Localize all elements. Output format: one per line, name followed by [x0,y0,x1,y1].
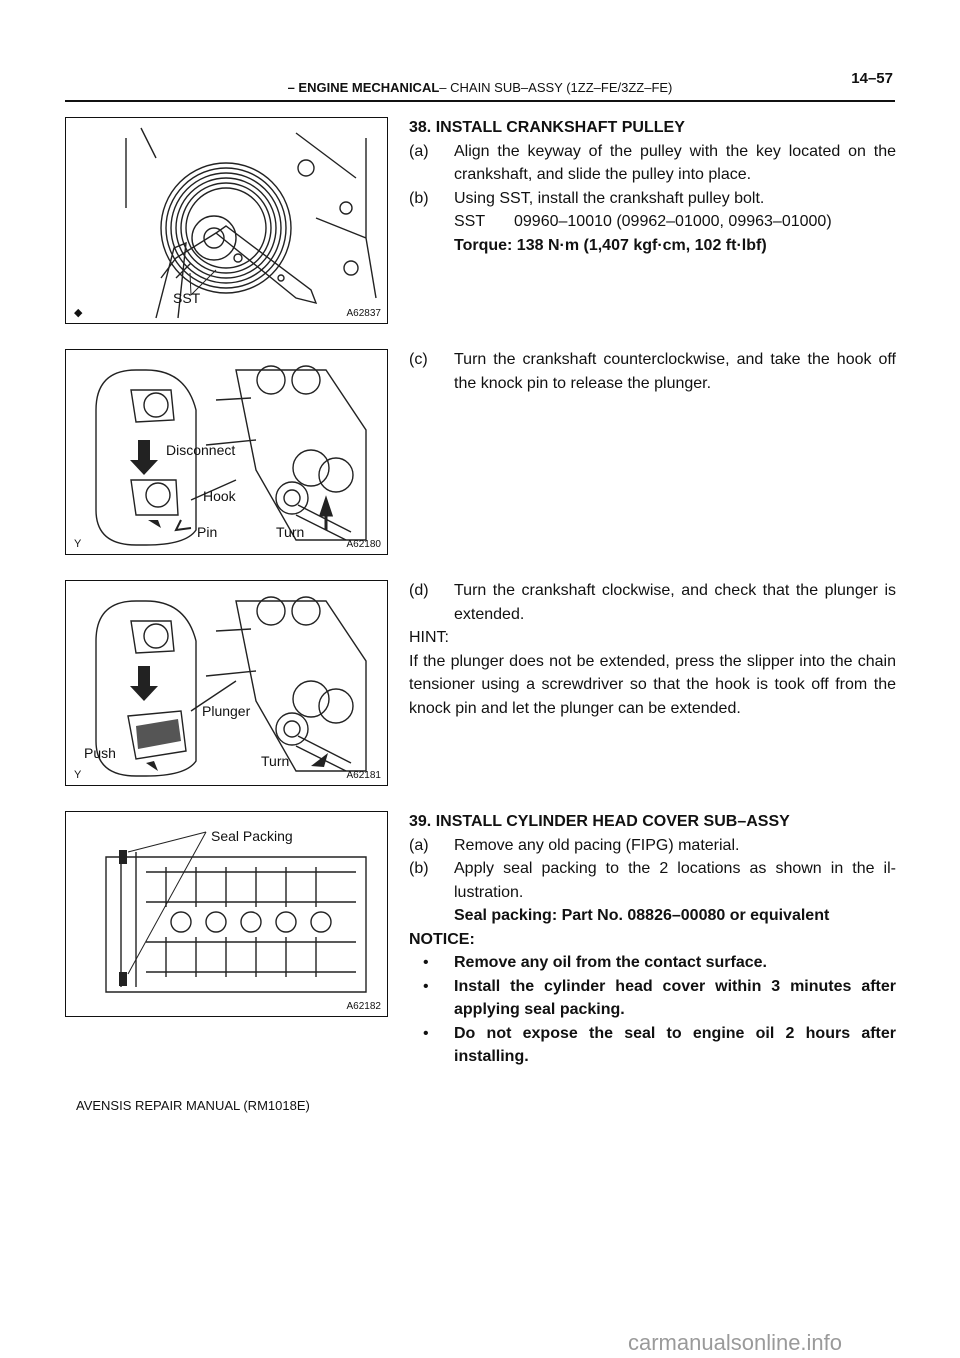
label-seal-packing: Seal Packing [211,828,293,844]
header-subsection: – CHAIN SUB–ASSY (1ZZ–FE/3ZZ–FE) [439,80,673,95]
step-tag: (b) [409,860,429,877]
torque-spec [409,234,896,258]
notice-text: Install the cylinder head cover within 3 minutes after applying seal packing. [454,977,896,1018]
footer: AVENSIS REPAIR MANUAL (RM1018E) [76,1098,310,1113]
step-39 [409,810,896,1069]
header-section: – ENGINE MECHANICAL [287,80,440,95]
notice-item [409,951,896,975]
label-disconnect: Disconnect [166,442,236,458]
step-38c [409,348,896,395]
figure-mark-icon: ◆ [74,307,83,319]
torque-text: Torque: 138 N·m (1,407 kgf·cm, 102 ft·lbf) [454,236,767,254]
step-39a [409,834,896,858]
step-tag: (b) [409,189,429,207]
notice-label: NOTICE: [409,930,475,948]
step-38a [409,140,896,187]
figure-mark-icon: Y [74,769,82,781]
step-tag: (c) [409,351,428,368]
step-text: Apply seal packing to the 2 locations as shown in the il-lustration. [454,860,896,901]
label-pin: Pin [197,524,218,540]
header-title [65,80,895,95]
figure-code: A62181 [346,770,381,781]
figure-code: A62180 [346,539,381,550]
step-tag: (a) [409,142,429,160]
hint-label: HINT: [409,629,449,646]
bullet: • [423,1024,429,1042]
step-text: Turn the crankshaft clockwise, and check that the plunger is extended. [454,582,896,623]
sst-label: SST [454,213,486,230]
step-39b [409,857,896,904]
pulley-illustration [66,118,388,324]
page-number: 14–57 [851,70,893,87]
watermark: carmanualsonline.info [628,1330,843,1355]
page-header [65,70,895,100]
figure-code: A62182 [346,1001,381,1012]
bullet: • [423,954,429,971]
figure-plunger-push [65,580,388,786]
notice-item [409,1022,896,1069]
step-38 [409,116,896,257]
seal-spec [409,904,896,928]
sst-value: 09960–10010 (09962–01000, 09963–01000) [514,213,832,230]
label-hook: Hook [203,488,236,504]
label-push: Push [84,745,116,761]
notice-text: Do not expose the seal to engine oil 2 hours after installing. [454,1024,896,1065]
seal-text: Seal packing: Part No. 08826–00080 or equivalent [454,907,830,924]
label-turn: Turn [261,753,290,769]
bullet: • [423,977,429,995]
step-text: Turn the crankshaft counterclockwise, and take the hook off the knock pin to release the plunger. [454,351,896,392]
notice-item [409,975,896,1022]
step-38d [409,579,896,720]
step-tag: (d) [409,582,429,599]
figure-seal-packing [65,811,388,1017]
header-rule [65,100,895,102]
step-text: Using SST, install the crankshaft pulley bolt. [454,189,765,207]
figure-code: A62837 [346,308,381,319]
step-38-title: 38. INSTALL CRANKSHAFT PULLEY [409,119,685,136]
figure-disconnect-hook [65,349,388,555]
figure-mark-icon: Y [74,538,82,550]
hint-text: If the plunger does not be extended, press the slipper into the chain tensioner using a screwdriver so that the hook is took off from the knock pin and let the plunger can be extended. [409,652,896,717]
label-turn: Turn [276,524,305,540]
step-tag: (a) [409,836,429,854]
label-plunger: Plunger [202,703,251,719]
step-text: Align the keyway of the pulley with the key located on the crankshaft, and slide the pulley into place. [454,142,896,183]
notice-text: Remove any oil from the contact surface. [454,954,767,971]
step-text: Remove any old pacing (FIPG) material. [454,836,740,854]
step-38b [409,187,896,211]
sst-line [409,210,896,234]
figure-crankshaft-pulley [65,117,388,324]
label-sst: SST [173,290,201,306]
step-39-title: 39. INSTALL CYLINDER HEAD COVER SUB–ASSY [409,813,790,830]
